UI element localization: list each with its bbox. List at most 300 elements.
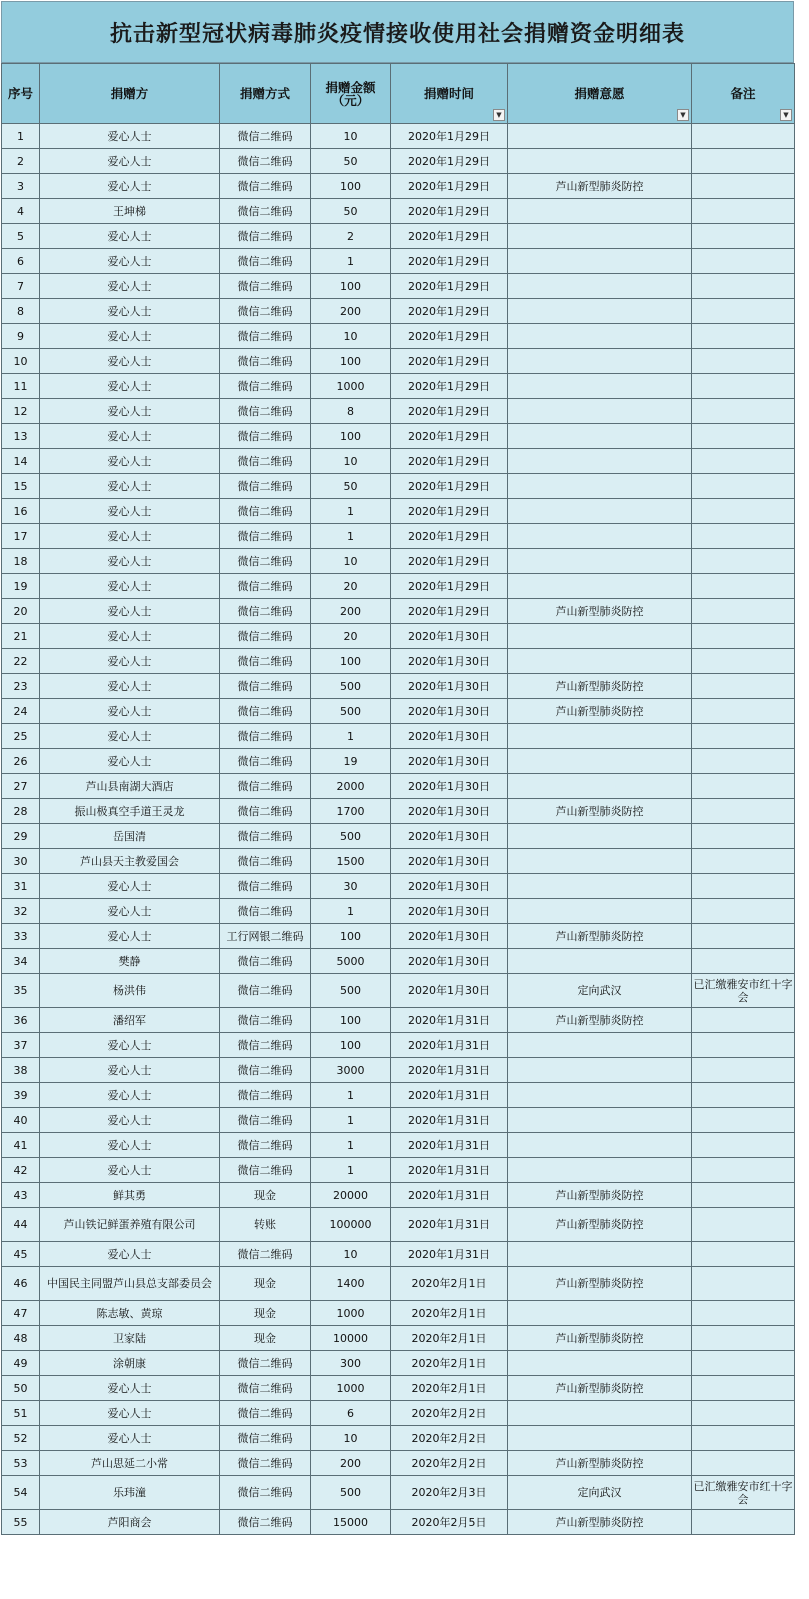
cell-seq[interactable]: 54 [2,1476,40,1510]
cell-amount[interactable]: 30 [311,874,391,899]
cell-seq[interactable]: 11 [2,374,40,399]
cell-donor[interactable]: 乐玮潼 [40,1476,220,1510]
cell-method[interactable]: 微信二维码 [220,649,311,674]
cell-date[interactable]: 2020年1月31日 [391,1158,508,1183]
cell-donor[interactable]: 爱心人士 [40,449,220,474]
cell-method[interactable]: 工行网银二维码 [220,924,311,949]
cell-intent[interactable] [508,549,692,574]
cell-remark[interactable] [692,824,795,849]
cell-donor[interactable]: 爱心人士 [40,874,220,899]
cell-intent[interactable] [508,1401,692,1426]
cell-remark[interactable] [692,424,795,449]
cell-amount[interactable]: 1 [311,249,391,274]
cell-amount[interactable]: 200 [311,299,391,324]
cell-donor[interactable]: 陈志敏、黄琼 [40,1301,220,1326]
cell-amount[interactable]: 1000 [311,1376,391,1401]
cell-date[interactable]: 2020年1月30日 [391,724,508,749]
cell-donor[interactable]: 爱心人士 [40,174,220,199]
cell-seq[interactable]: 51 [2,1401,40,1426]
cell-method[interactable]: 微信二维码 [220,224,311,249]
cell-amount[interactable]: 1500 [311,849,391,874]
cell-donor[interactable]: 樊静 [40,949,220,974]
cell-remark[interactable] [692,274,795,299]
cell-donor[interactable]: 爱心人士 [40,574,220,599]
cell-donor[interactable]: 芦山铁记鲜蛋养殖有限公司 [40,1208,220,1242]
cell-seq[interactable]: 48 [2,1326,40,1351]
cell-intent[interactable] [508,199,692,224]
cell-intent[interactable] [508,1083,692,1108]
cell-intent[interactable] [508,1033,692,1058]
cell-seq[interactable]: 12 [2,399,40,424]
cell-seq[interactable]: 10 [2,349,40,374]
cell-donor[interactable]: 爱心人士 [40,1058,220,1083]
cell-date[interactable]: 2020年1月29日 [391,299,508,324]
cell-donor[interactable]: 爱心人士 [40,1083,220,1108]
cell-method[interactable]: 微信二维码 [220,699,311,724]
cell-donor[interactable]: 杨洪伟 [40,974,220,1008]
cell-seq[interactable]: 43 [2,1183,40,1208]
cell-intent[interactable]: 芦山新型肺炎防控 [508,1008,692,1033]
cell-method[interactable]: 微信二维码 [220,274,311,299]
cell-intent[interactable] [508,649,692,674]
cell-intent[interactable] [508,1351,692,1376]
cell-remark[interactable] [692,199,795,224]
cell-date[interactable]: 2020年2月2日 [391,1401,508,1426]
cell-method[interactable]: 微信二维码 [220,324,311,349]
cell-remark[interactable] [692,149,795,174]
cell-method[interactable]: 微信二维码 [220,1008,311,1033]
cell-amount[interactable]: 100 [311,1008,391,1033]
cell-amount[interactable]: 5000 [311,949,391,974]
cell-seq[interactable]: 22 [2,649,40,674]
cell-intent[interactable] [508,1158,692,1183]
cell-amount[interactable]: 10000 [311,1326,391,1351]
cell-donor[interactable]: 爱心人士 [40,924,220,949]
cell-donor[interactable]: 爱心人士 [40,474,220,499]
cell-intent[interactable] [508,624,692,649]
cell-donor[interactable]: 爱心人士 [40,1376,220,1401]
cell-date[interactable]: 2020年2月1日 [391,1351,508,1376]
cell-seq[interactable]: 3 [2,174,40,199]
cell-date[interactable]: 2020年1月29日 [391,149,508,174]
cell-remark[interactable] [692,1083,795,1108]
cell-method[interactable]: 微信二维码 [220,474,311,499]
cell-date[interactable]: 2020年1月29日 [391,349,508,374]
cell-seq[interactable]: 14 [2,449,40,474]
cell-date[interactable]: 2020年1月30日 [391,924,508,949]
cell-method[interactable]: 微信二维码 [220,1451,311,1476]
cell-donor[interactable]: 中国民主同盟芦山县总支部委员会 [40,1267,220,1301]
cell-remark[interactable] [692,1351,795,1376]
cell-date[interactable]: 2020年1月30日 [391,749,508,774]
cell-remark[interactable] [692,1376,795,1401]
cell-remark[interactable] [692,649,795,674]
cell-donor[interactable]: 鲜其勇 [40,1183,220,1208]
cell-seq[interactable]: 31 [2,874,40,899]
cell-amount[interactable]: 8 [311,399,391,424]
cell-method[interactable]: 微信二维码 [220,674,311,699]
cell-intent[interactable] [508,724,692,749]
cell-seq[interactable]: 45 [2,1242,40,1267]
cell-amount[interactable]: 1 [311,1108,391,1133]
cell-remark[interactable] [692,374,795,399]
cell-method[interactable]: 微信二维码 [220,1376,311,1401]
cell-date[interactable]: 2020年1月30日 [391,824,508,849]
cell-remark[interactable] [692,924,795,949]
cell-amount[interactable]: 50 [311,474,391,499]
cell-remark[interactable] [692,1158,795,1183]
cell-date[interactable]: 2020年1月29日 [391,174,508,199]
cell-method[interactable]: 微信二维码 [220,774,311,799]
cell-method[interactable]: 微信二维码 [220,624,311,649]
cell-method[interactable]: 微信二维码 [220,1083,311,1108]
cell-seq[interactable]: 39 [2,1083,40,1108]
cell-intent[interactable]: 芦山新型肺炎防控 [508,1326,692,1351]
cell-amount[interactable]: 300 [311,1351,391,1376]
cell-date[interactable]: 2020年2月2日 [391,1426,508,1451]
cell-seq[interactable]: 28 [2,799,40,824]
cell-seq[interactable]: 13 [2,424,40,449]
cell-amount[interactable]: 50 [311,149,391,174]
cell-intent[interactable] [508,749,692,774]
cell-intent[interactable] [508,374,692,399]
cell-amount[interactable]: 20000 [311,1183,391,1208]
cell-date[interactable]: 2020年1月30日 [391,974,508,1008]
cell-donor[interactable]: 芦阳商会 [40,1510,220,1535]
cell-method[interactable]: 现金 [220,1326,311,1351]
cell-remark[interactable] [692,124,795,149]
cell-method[interactable]: 微信二维码 [220,1108,311,1133]
cell-intent[interactable] [508,124,692,149]
cell-seq[interactable]: 27 [2,774,40,799]
cell-date[interactable]: 2020年1月30日 [391,649,508,674]
cell-donor[interactable]: 爱心人士 [40,1033,220,1058]
cell-remark[interactable] [692,1033,795,1058]
cell-intent[interactable] [508,524,692,549]
cell-date[interactable]: 2020年1月29日 [391,424,508,449]
cell-date[interactable]: 2020年1月31日 [391,1083,508,1108]
cell-seq[interactable]: 41 [2,1133,40,1158]
cell-amount[interactable]: 500 [311,974,391,1008]
cell-intent[interactable] [508,1058,692,1083]
cell-seq[interactable]: 8 [2,299,40,324]
cell-donor[interactable]: 爱心人士 [40,324,220,349]
cell-seq[interactable]: 26 [2,749,40,774]
cell-date[interactable]: 2020年1月29日 [391,449,508,474]
cell-remark[interactable] [692,474,795,499]
cell-amount[interactable]: 50 [311,199,391,224]
cell-method[interactable]: 微信二维码 [220,849,311,874]
cell-donor[interactable]: 爱心人士 [40,299,220,324]
cell-method[interactable]: 微信二维码 [220,799,311,824]
cell-method[interactable]: 微信二维码 [220,974,311,1008]
cell-donor[interactable]: 王坤梯 [40,199,220,224]
cell-method[interactable]: 微信二维码 [220,524,311,549]
cell-amount[interactable]: 100 [311,349,391,374]
cell-remark[interactable] [692,1510,795,1535]
cell-donor[interactable]: 爱心人士 [40,349,220,374]
cell-seq[interactable]: 18 [2,549,40,574]
cell-intent[interactable] [508,349,692,374]
cell-intent[interactable] [508,449,692,474]
cell-date[interactable]: 2020年1月30日 [391,874,508,899]
cell-donor[interactable]: 爱心人士 [40,749,220,774]
cell-intent[interactable] [508,774,692,799]
cell-seq[interactable]: 47 [2,1301,40,1326]
cell-method[interactable]: 微信二维码 [220,424,311,449]
cell-donor[interactable]: 爱心人士 [40,1426,220,1451]
cell-method[interactable]: 微信二维码 [220,174,311,199]
cell-donor[interactable]: 爱心人士 [40,674,220,699]
cell-remark[interactable] [692,1326,795,1351]
cell-method[interactable]: 微信二维码 [220,899,311,924]
cell-remark[interactable] [692,1401,795,1426]
cell-remark[interactable] [692,624,795,649]
cell-date[interactable]: 2020年1月29日 [391,324,508,349]
cell-remark[interactable] [692,1058,795,1083]
cell-amount[interactable]: 100 [311,649,391,674]
cell-method[interactable]: 微信二维码 [220,549,311,574]
cell-intent[interactable] [508,949,692,974]
cell-remark[interactable] [692,1426,795,1451]
cell-method[interactable]: 微信二维码 [220,1351,311,1376]
cell-donor[interactable]: 爱心人士 [40,399,220,424]
cell-method[interactable]: 转账 [220,1208,311,1242]
cell-amount[interactable]: 1000 [311,374,391,399]
cell-seq[interactable]: 16 [2,499,40,524]
cell-amount[interactable]: 500 [311,699,391,724]
cell-method[interactable]: 现金 [220,1301,311,1326]
cell-intent[interactable] [508,474,692,499]
cell-amount[interactable]: 100 [311,174,391,199]
cell-intent[interactable] [508,274,692,299]
cell-amount[interactable]: 200 [311,599,391,624]
cell-seq[interactable]: 52 [2,1426,40,1451]
cell-seq[interactable]: 55 [2,1510,40,1535]
cell-date[interactable]: 2020年1月31日 [391,1108,508,1133]
cell-method[interactable]: 微信二维码 [220,399,311,424]
cell-amount[interactable]: 500 [311,674,391,699]
cell-donor[interactable]: 爱心人士 [40,374,220,399]
cell-amount[interactable]: 1 [311,899,391,924]
cell-intent[interactable] [508,1242,692,1267]
cell-intent[interactable] [508,149,692,174]
cell-intent[interactable]: 芦山新型肺炎防控 [508,1510,692,1535]
dropdown-arrow-icon[interactable]: ▼ [677,109,689,121]
cell-donor[interactable]: 爱心人士 [40,899,220,924]
cell-date[interactable]: 2020年1月29日 [391,574,508,599]
cell-seq[interactable]: 6 [2,249,40,274]
cell-date[interactable]: 2020年2月1日 [391,1301,508,1326]
cell-donor[interactable]: 爱心人士 [40,249,220,274]
cell-intent[interactable] [508,574,692,599]
cell-seq[interactable]: 23 [2,674,40,699]
cell-intent[interactable] [508,399,692,424]
cell-date[interactable]: 2020年2月5日 [391,1510,508,1535]
cell-remark[interactable] [692,774,795,799]
cell-seq[interactable]: 7 [2,274,40,299]
cell-intent[interactable]: 芦山新型肺炎防控 [508,699,692,724]
cell-amount[interactable]: 2000 [311,774,391,799]
cell-amount[interactable]: 10 [311,1242,391,1267]
cell-amount[interactable]: 20 [311,624,391,649]
cell-donor[interactable]: 潘绍军 [40,1008,220,1033]
cell-method[interactable]: 现金 [220,1267,311,1301]
cell-seq[interactable]: 25 [2,724,40,749]
cell-amount[interactable]: 1400 [311,1267,391,1301]
cell-intent[interactable] [508,1133,692,1158]
cell-date[interactable]: 2020年2月1日 [391,1326,508,1351]
cell-amount[interactable]: 500 [311,824,391,849]
cell-date[interactable]: 2020年1月31日 [391,1208,508,1242]
cell-date[interactable]: 2020年2月1日 [391,1267,508,1301]
cell-amount[interactable]: 1 [311,1158,391,1183]
cell-intent[interactable]: 芦山新型肺炎防控 [508,799,692,824]
cell-seq[interactable]: 46 [2,1267,40,1301]
cell-seq[interactable]: 20 [2,599,40,624]
cell-remark[interactable] [692,574,795,599]
cell-donor[interactable]: 爱心人士 [40,524,220,549]
cell-remark[interactable]: 已汇缴雅安市红十字会 [692,974,795,1008]
cell-method[interactable]: 微信二维码 [220,1476,311,1510]
cell-date[interactable]: 2020年1月29日 [391,524,508,549]
cell-donor[interactable]: 爱心人士 [40,599,220,624]
cell-remark[interactable] [692,1133,795,1158]
cell-method[interactable]: 微信二维码 [220,1033,311,1058]
cell-date[interactable]: 2020年1月29日 [391,474,508,499]
cell-method[interactable]: 微信二维码 [220,374,311,399]
cell-amount[interactable]: 1 [311,1083,391,1108]
cell-amount[interactable]: 100 [311,924,391,949]
cell-date[interactable]: 2020年1月29日 [391,199,508,224]
cell-intent[interactable] [508,1301,692,1326]
cell-date[interactable]: 2020年1月30日 [391,799,508,824]
cell-remark[interactable] [692,1242,795,1267]
cell-method[interactable]: 微信二维码 [220,574,311,599]
cell-donor[interactable]: 爱心人士 [40,424,220,449]
cell-amount[interactable]: 500 [311,1476,391,1510]
cell-remark[interactable] [692,724,795,749]
cell-intent[interactable] [508,499,692,524]
cell-seq[interactable]: 1 [2,124,40,149]
cell-method[interactable]: 微信二维码 [220,1158,311,1183]
cell-date[interactable]: 2020年1月29日 [391,399,508,424]
cell-seq[interactable]: 17 [2,524,40,549]
cell-amount[interactable]: 20 [311,574,391,599]
cell-method[interactable]: 微信二维码 [220,1401,311,1426]
cell-amount[interactable]: 100 [311,274,391,299]
cell-intent[interactable]: 芦山新型肺炎防控 [508,1267,692,1301]
cell-amount[interactable]: 10 [311,549,391,574]
cell-seq[interactable]: 32 [2,899,40,924]
cell-seq[interactable]: 30 [2,849,40,874]
cell-donor[interactable]: 爱心人士 [40,224,220,249]
cell-method[interactable]: 微信二维码 [220,724,311,749]
cell-donor[interactable]: 涂朝康 [40,1351,220,1376]
cell-seq[interactable]: 37 [2,1033,40,1058]
cell-date[interactable]: 2020年1月30日 [391,849,508,874]
cell-seq[interactable]: 53 [2,1451,40,1476]
cell-remark[interactable] [692,1108,795,1133]
cell-donor[interactable]: 芦山县南湖大酒店 [40,774,220,799]
cell-amount[interactable]: 3000 [311,1058,391,1083]
cell-date[interactable]: 2020年2月2日 [391,1451,508,1476]
cell-method[interactable]: 微信二维码 [220,949,311,974]
cell-method[interactable]: 微信二维码 [220,1426,311,1451]
cell-donor[interactable]: 爱心人士 [40,1242,220,1267]
cell-seq[interactable]: 4 [2,199,40,224]
cell-seq[interactable]: 40 [2,1108,40,1133]
cell-seq[interactable]: 36 [2,1008,40,1033]
cell-amount[interactable]: 6 [311,1401,391,1426]
cell-seq[interactable]: 5 [2,224,40,249]
dropdown-arrow-icon[interactable]: ▼ [780,109,792,121]
cell-seq[interactable]: 15 [2,474,40,499]
dropdown-arrow-icon[interactable]: ▼ [493,109,505,121]
cell-intent[interactable]: 定向武汉 [508,1476,692,1510]
cell-date[interactable]: 2020年2月3日 [391,1476,508,1510]
cell-remark[interactable] [692,1008,795,1033]
cell-remark[interactable] [692,874,795,899]
cell-date[interactable]: 2020年1月29日 [391,374,508,399]
cell-intent[interactable] [508,849,692,874]
cell-intent[interactable]: 定向武汉 [508,974,692,1008]
cell-remark[interactable] [692,699,795,724]
cell-method[interactable]: 现金 [220,1183,311,1208]
cell-remark[interactable] [692,949,795,974]
cell-remark[interactable] [692,249,795,274]
cell-amount[interactable]: 100 [311,424,391,449]
cell-intent[interactable] [508,899,692,924]
cell-donor[interactable]: 芦山思延二小常 [40,1451,220,1476]
cell-donor[interactable]: 爱心人士 [40,124,220,149]
cell-donor[interactable]: 爱心人士 [40,549,220,574]
cell-amount[interactable]: 1 [311,524,391,549]
cell-remark[interactable] [692,599,795,624]
cell-method[interactable]: 微信二维码 [220,199,311,224]
cell-date[interactable]: 2020年1月30日 [391,674,508,699]
cell-intent[interactable] [508,324,692,349]
cell-amount[interactable]: 19 [311,749,391,774]
cell-date[interactable]: 2020年1月29日 [391,549,508,574]
cell-seq[interactable]: 24 [2,699,40,724]
cell-remark[interactable] [692,849,795,874]
cell-amount[interactable]: 1 [311,499,391,524]
cell-remark[interactable] [692,1267,795,1301]
cell-donor[interactable]: 爱心人士 [40,624,220,649]
cell-remark[interactable] [692,1208,795,1242]
cell-intent[interactable]: 芦山新型肺炎防控 [508,1376,692,1401]
cell-remark[interactable] [692,899,795,924]
cell-intent[interactable] [508,299,692,324]
cell-intent[interactable] [508,224,692,249]
cell-donor[interactable]: 爱心人士 [40,1108,220,1133]
cell-intent[interactable]: 芦山新型肺炎防控 [508,1183,692,1208]
cell-seq[interactable]: 42 [2,1158,40,1183]
cell-remark[interactable] [692,799,795,824]
cell-seq[interactable]: 44 [2,1208,40,1242]
cell-donor[interactable]: 爱心人士 [40,274,220,299]
cell-intent[interactable]: 芦山新型肺炎防控 [508,674,692,699]
cell-intent[interactable]: 芦山新型肺炎防控 [508,174,692,199]
cell-remark[interactable]: 已汇缴雅安市红十字会 [692,1476,795,1510]
cell-donor[interactable]: 爱心人士 [40,499,220,524]
cell-remark[interactable] [692,1183,795,1208]
cell-seq[interactable]: 38 [2,1058,40,1083]
cell-intent[interactable]: 芦山新型肺炎防控 [508,1451,692,1476]
cell-intent[interactable] [508,1108,692,1133]
cell-method[interactable]: 微信二维码 [220,249,311,274]
